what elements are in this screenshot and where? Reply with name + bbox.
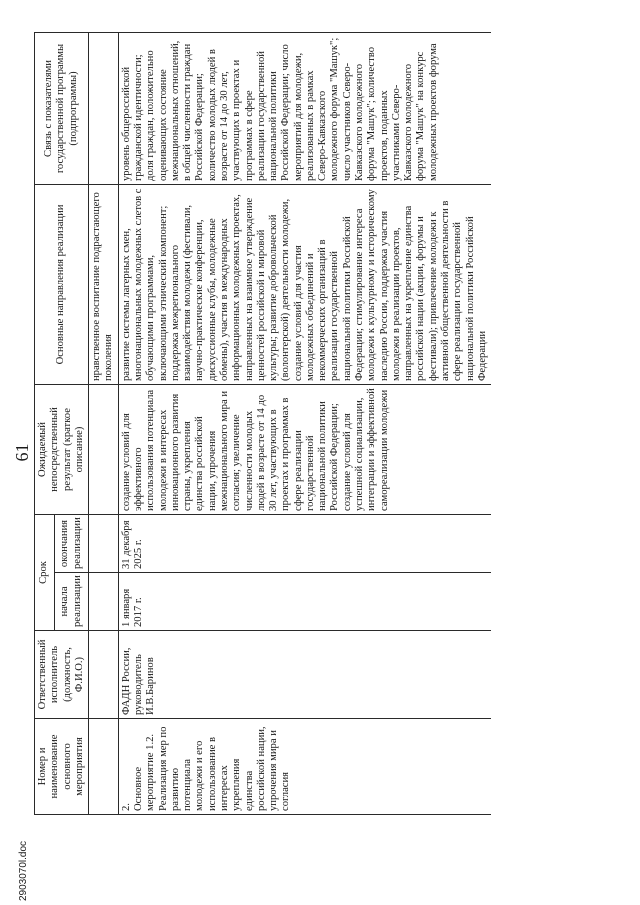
header-result: Ожидаемый непосредственный результат (краткое описание) <box>35 385 89 515</box>
cont-cell-result <box>89 385 119 515</box>
cell-link: уровень общероссийской гражданской идентичности; доля граждан, положительно оценивающих состояние межнациональных отношений, в общей численности граждан Российской Федерации; количество молодых людей в возрасте от 14 до 30 лет, участвующих в проектах и программах в сфере реализации государственной национальной политики Российской Федерации; число мероприятий для молодежи, реализованных в рамках Северо-Кавказского молодежного форума "Машук"; число участников Северо-Кавказского молодежного форума "Машук"; количество проектов, поданных участниками Северо-Кавказского молодежного форума "Машук" на конкурс молодежных проектов форума <box>118 33 491 185</box>
cont-cell-directions: нравственное воспитание подрастающего поколения <box>89 185 119 385</box>
cell-directions: развитие системы лагерных смен, многонациональных молодежных слетов с обучающими программами, включающими этнический компонент; поддержка межрегионального взаимодействия молодежи (фестивали, научно-практические конференции, дискуссионные клубы, молодежные обмены), участия в международных информационных молодежных проектах, направленных на взаимное утверждение ценностей российской и мировой культуры; развитие добровольческой (волонтерской) деятельности молодежи, создание условий для участия молодежных объединений и некоммерческих организаций в реализации государственной национальной политики Российской Федерации; стимулирование интереса молодежи к культурному и историческому наследию России, поддержка участия молодежи в реализации проектов, направленных на укрепление единства российской нации (акции, форумы и фестивали); привлечение молодежи к активной общественной деятельности в сфере реализации государственной национальной политики Российской Федерации <box>118 185 491 385</box>
cont-cell-executor <box>89 631 119 719</box>
header-directions: Основные направления реализации <box>35 185 89 385</box>
page-number: 61 <box>12 443 32 462</box>
header-number-name: Номер и наименование основного мероприятия <box>35 719 89 815</box>
cont-cell-name <box>89 719 119 815</box>
cell-result: создание условий для эффективного использования потенциала молодежи в интересах инновационного развития страны, укрепления единства российской нации, упрочения межнационального мира и согласия; увеличение численности молодых людей в возрасте от 14 до 30 лет, участвующих в проектах и программах в сфере реализации государственной национальной политики Российской Федерации; создание условий для успешной социализации, интеграции и эффективной самореализации молодежи <box>118 385 491 515</box>
table-row <box>118 33 491 815</box>
cont-cell-start <box>89 573 119 631</box>
header-executor: Ответственный исполнитель (должность, Ф.И.О.) <box>35 631 89 719</box>
header-link: Связь с показателями государственной программы (подпрограммы) <box>35 33 89 185</box>
header-term: Срок <box>35 515 55 631</box>
cell-number-name <box>118 719 491 815</box>
header-row <box>35 33 55 815</box>
header-start: начала реализации <box>54 573 88 631</box>
continuation-row <box>89 33 119 815</box>
measure-name: Основное мероприятие 1.2. Реализация мер по развитию потенциала молодежи и его использование в интересах укрепления единства российской нации, упрочения мира и согласия <box>132 726 292 811</box>
cell-executor: ФАДН России, руководитель И.В.Баринов <box>118 631 491 719</box>
cell-start: 1 января 2017 г. <box>118 573 491 631</box>
cell-end: 31 декабря 2025 г. <box>118 515 491 573</box>
cont-cell-end <box>89 515 119 573</box>
cont-cell-link <box>89 33 119 185</box>
row-number: 2. <box>120 803 132 811</box>
measures-table <box>34 32 491 815</box>
header-end: окончания реализации <box>54 515 88 573</box>
document-code: 2903070l.doc <box>18 840 29 901</box>
